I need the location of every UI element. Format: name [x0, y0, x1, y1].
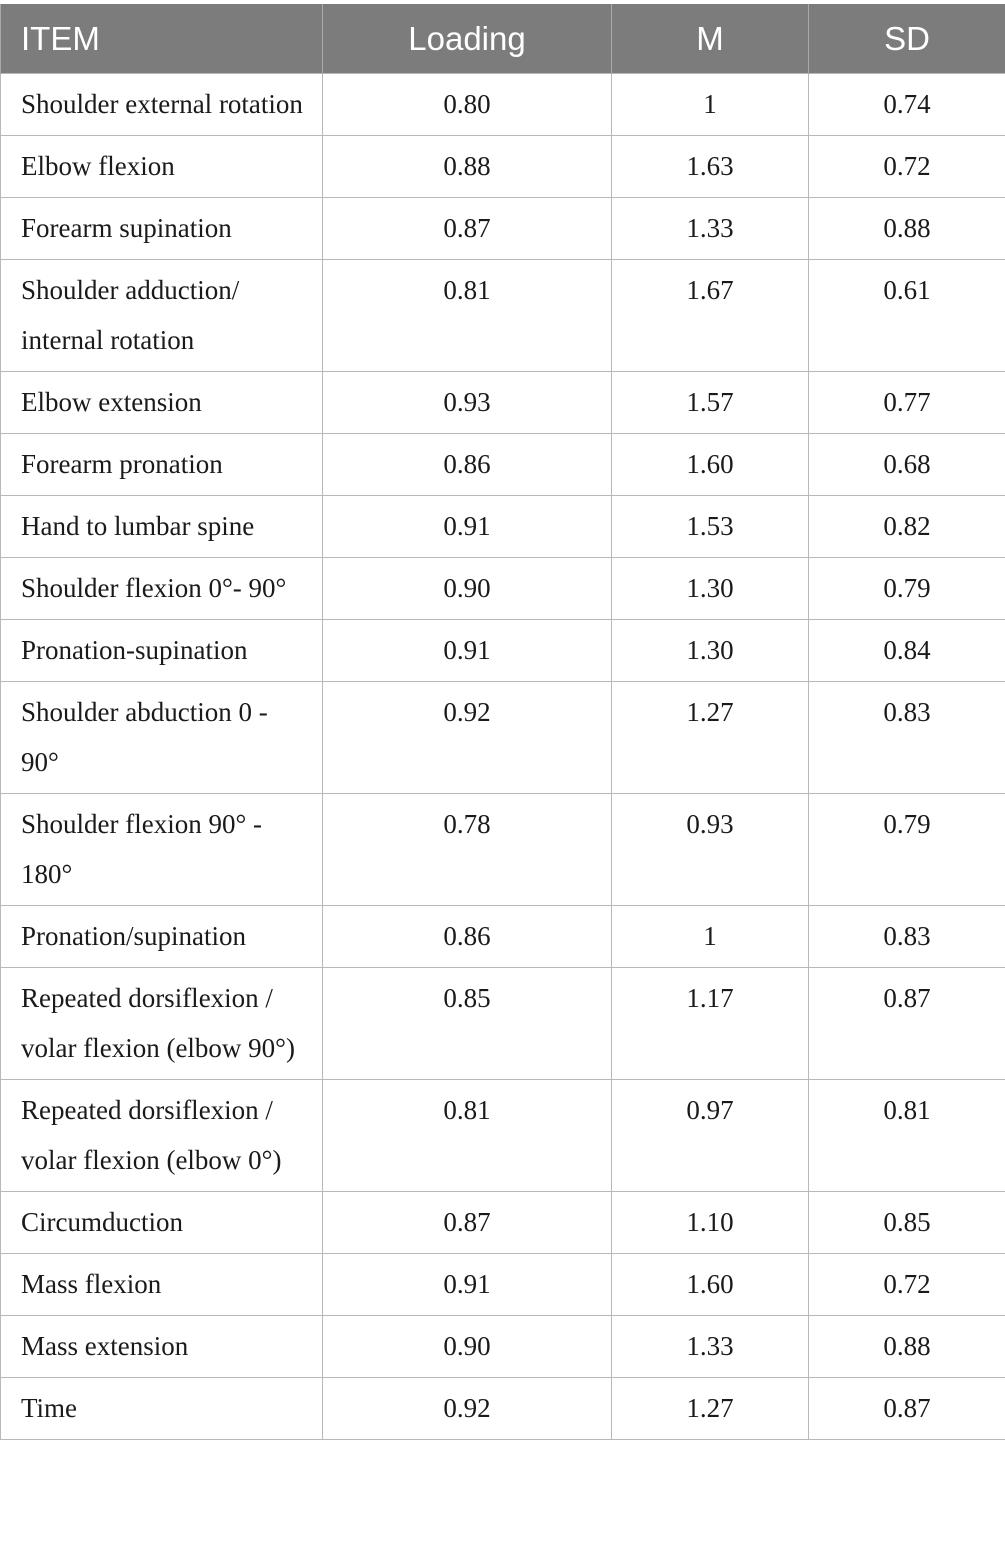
cell-m: 1.27 [612, 1378, 809, 1440]
cell-loading: 0.91 [323, 1254, 612, 1316]
cell-sd: 0.68 [809, 434, 1005, 496]
header-loading: Loading [323, 4, 612, 74]
cell-loading: 0.80 [323, 74, 612, 136]
cell-item: Repeated dorsiflexion / volar flexion (elbow 0°) [1, 1080, 323, 1192]
cell-m: 1.30 [612, 558, 809, 620]
table-header [1, 4, 1005, 74]
cell-loading: 0.91 [323, 496, 612, 558]
cell-item: Shoulder adduction/ internal rotation [1, 260, 323, 372]
table-row [1, 558, 1005, 620]
cell-loading: 0.90 [323, 1316, 612, 1378]
header-row [1, 4, 1005, 74]
cell-sd: 0.72 [809, 136, 1005, 198]
cell-loading: 0.81 [323, 1080, 612, 1192]
cell-sd: 0.82 [809, 496, 1005, 558]
table-row [1, 620, 1005, 682]
cell-item: Forearm pronation [1, 434, 323, 496]
table-row [1, 1192, 1005, 1254]
cell-loading: 0.87 [323, 198, 612, 260]
cell-item: Mass flexion [1, 1254, 323, 1316]
table-row [1, 1378, 1005, 1440]
cell-sd: 0.85 [809, 1192, 1005, 1254]
cell-item: Elbow extension [1, 372, 323, 434]
cell-sd: 0.88 [809, 198, 1005, 260]
header-sd: SD [809, 4, 1005, 74]
cell-loading: 0.92 [323, 682, 612, 794]
table-row [1, 136, 1005, 198]
cell-sd: 0.83 [809, 682, 1005, 794]
cell-sd: 0.81 [809, 1080, 1005, 1192]
cell-m: 1.17 [612, 968, 809, 1080]
cell-sd: 0.83 [809, 906, 1005, 968]
cell-m: 0.97 [612, 1080, 809, 1192]
cell-sd: 0.72 [809, 1254, 1005, 1316]
cell-sd: 0.74 [809, 74, 1005, 136]
data-table [0, 4, 1005, 1440]
cell-loading: 0.87 [323, 1192, 612, 1254]
cell-loading: 0.86 [323, 906, 612, 968]
cell-item: Pronation-supination [1, 620, 323, 682]
cell-loading: 0.88 [323, 136, 612, 198]
header-m: M [612, 4, 809, 74]
table-row [1, 1254, 1005, 1316]
cell-item: Shoulder external rotation [1, 74, 323, 136]
cell-m: 1.60 [612, 1254, 809, 1316]
header-item: ITEM [1, 4, 323, 74]
cell-sd: 0.79 [809, 794, 1005, 906]
cell-sd: 0.88 [809, 1316, 1005, 1378]
cell-m: 1.33 [612, 1316, 809, 1378]
cell-item: Pronation/supination [1, 906, 323, 968]
cell-loading: 0.81 [323, 260, 612, 372]
cell-m: 0.93 [612, 794, 809, 906]
cell-item: Time [1, 1378, 323, 1440]
cell-item: Repeated dorsiflexion / volar flexion (elbow 90°) [1, 968, 323, 1080]
cell-m: 1.27 [612, 682, 809, 794]
cell-item: Elbow flexion [1, 136, 323, 198]
table-row [1, 794, 1005, 906]
cell-m: 1.67 [612, 260, 809, 372]
cell-loading: 0.86 [323, 434, 612, 496]
cell-item: Mass extension [1, 1316, 323, 1378]
cell-m: 1 [612, 74, 809, 136]
table-row [1, 260, 1005, 372]
table-row [1, 682, 1005, 794]
cell-m: 1.30 [612, 620, 809, 682]
table-row [1, 74, 1005, 136]
cell-sd: 0.77 [809, 372, 1005, 434]
cell-sd: 0.61 [809, 260, 1005, 372]
cell-item: Circumduction [1, 1192, 323, 1254]
cell-m: 1 [612, 906, 809, 968]
cell-loading: 0.90 [323, 558, 612, 620]
cell-loading: 0.92 [323, 1378, 612, 1440]
cell-m: 1.60 [612, 434, 809, 496]
cell-loading: 0.91 [323, 620, 612, 682]
cell-m: 1.53 [612, 496, 809, 558]
cell-m: 1.33 [612, 198, 809, 260]
table-row [1, 968, 1005, 1080]
cell-loading: 0.78 [323, 794, 612, 906]
table-body [1, 74, 1005, 1440]
cell-sd: 0.79 [809, 558, 1005, 620]
table-row [1, 372, 1005, 434]
cell-item: Shoulder abduction 0 - 90° [1, 682, 323, 794]
cell-m: 1.57 [612, 372, 809, 434]
cell-m: 1.10 [612, 1192, 809, 1254]
cell-sd: 0.87 [809, 1378, 1005, 1440]
table-row [1, 1316, 1005, 1378]
cell-m: 1.63 [612, 136, 809, 198]
table-row [1, 1080, 1005, 1192]
table-row [1, 434, 1005, 496]
table-row [1, 198, 1005, 260]
cell-item: Shoulder flexion 90° - 180° [1, 794, 323, 906]
cell-loading: 0.85 [323, 968, 612, 1080]
table-row [1, 906, 1005, 968]
cell-sd: 0.84 [809, 620, 1005, 682]
table-row [1, 496, 1005, 558]
cell-sd: 0.87 [809, 968, 1005, 1080]
cell-item: Forearm supination [1, 198, 323, 260]
cell-item: Hand to lumbar spine [1, 496, 323, 558]
cell-item: Shoulder flexion 0°- 90° [1, 558, 323, 620]
cell-loading: 0.93 [323, 372, 612, 434]
